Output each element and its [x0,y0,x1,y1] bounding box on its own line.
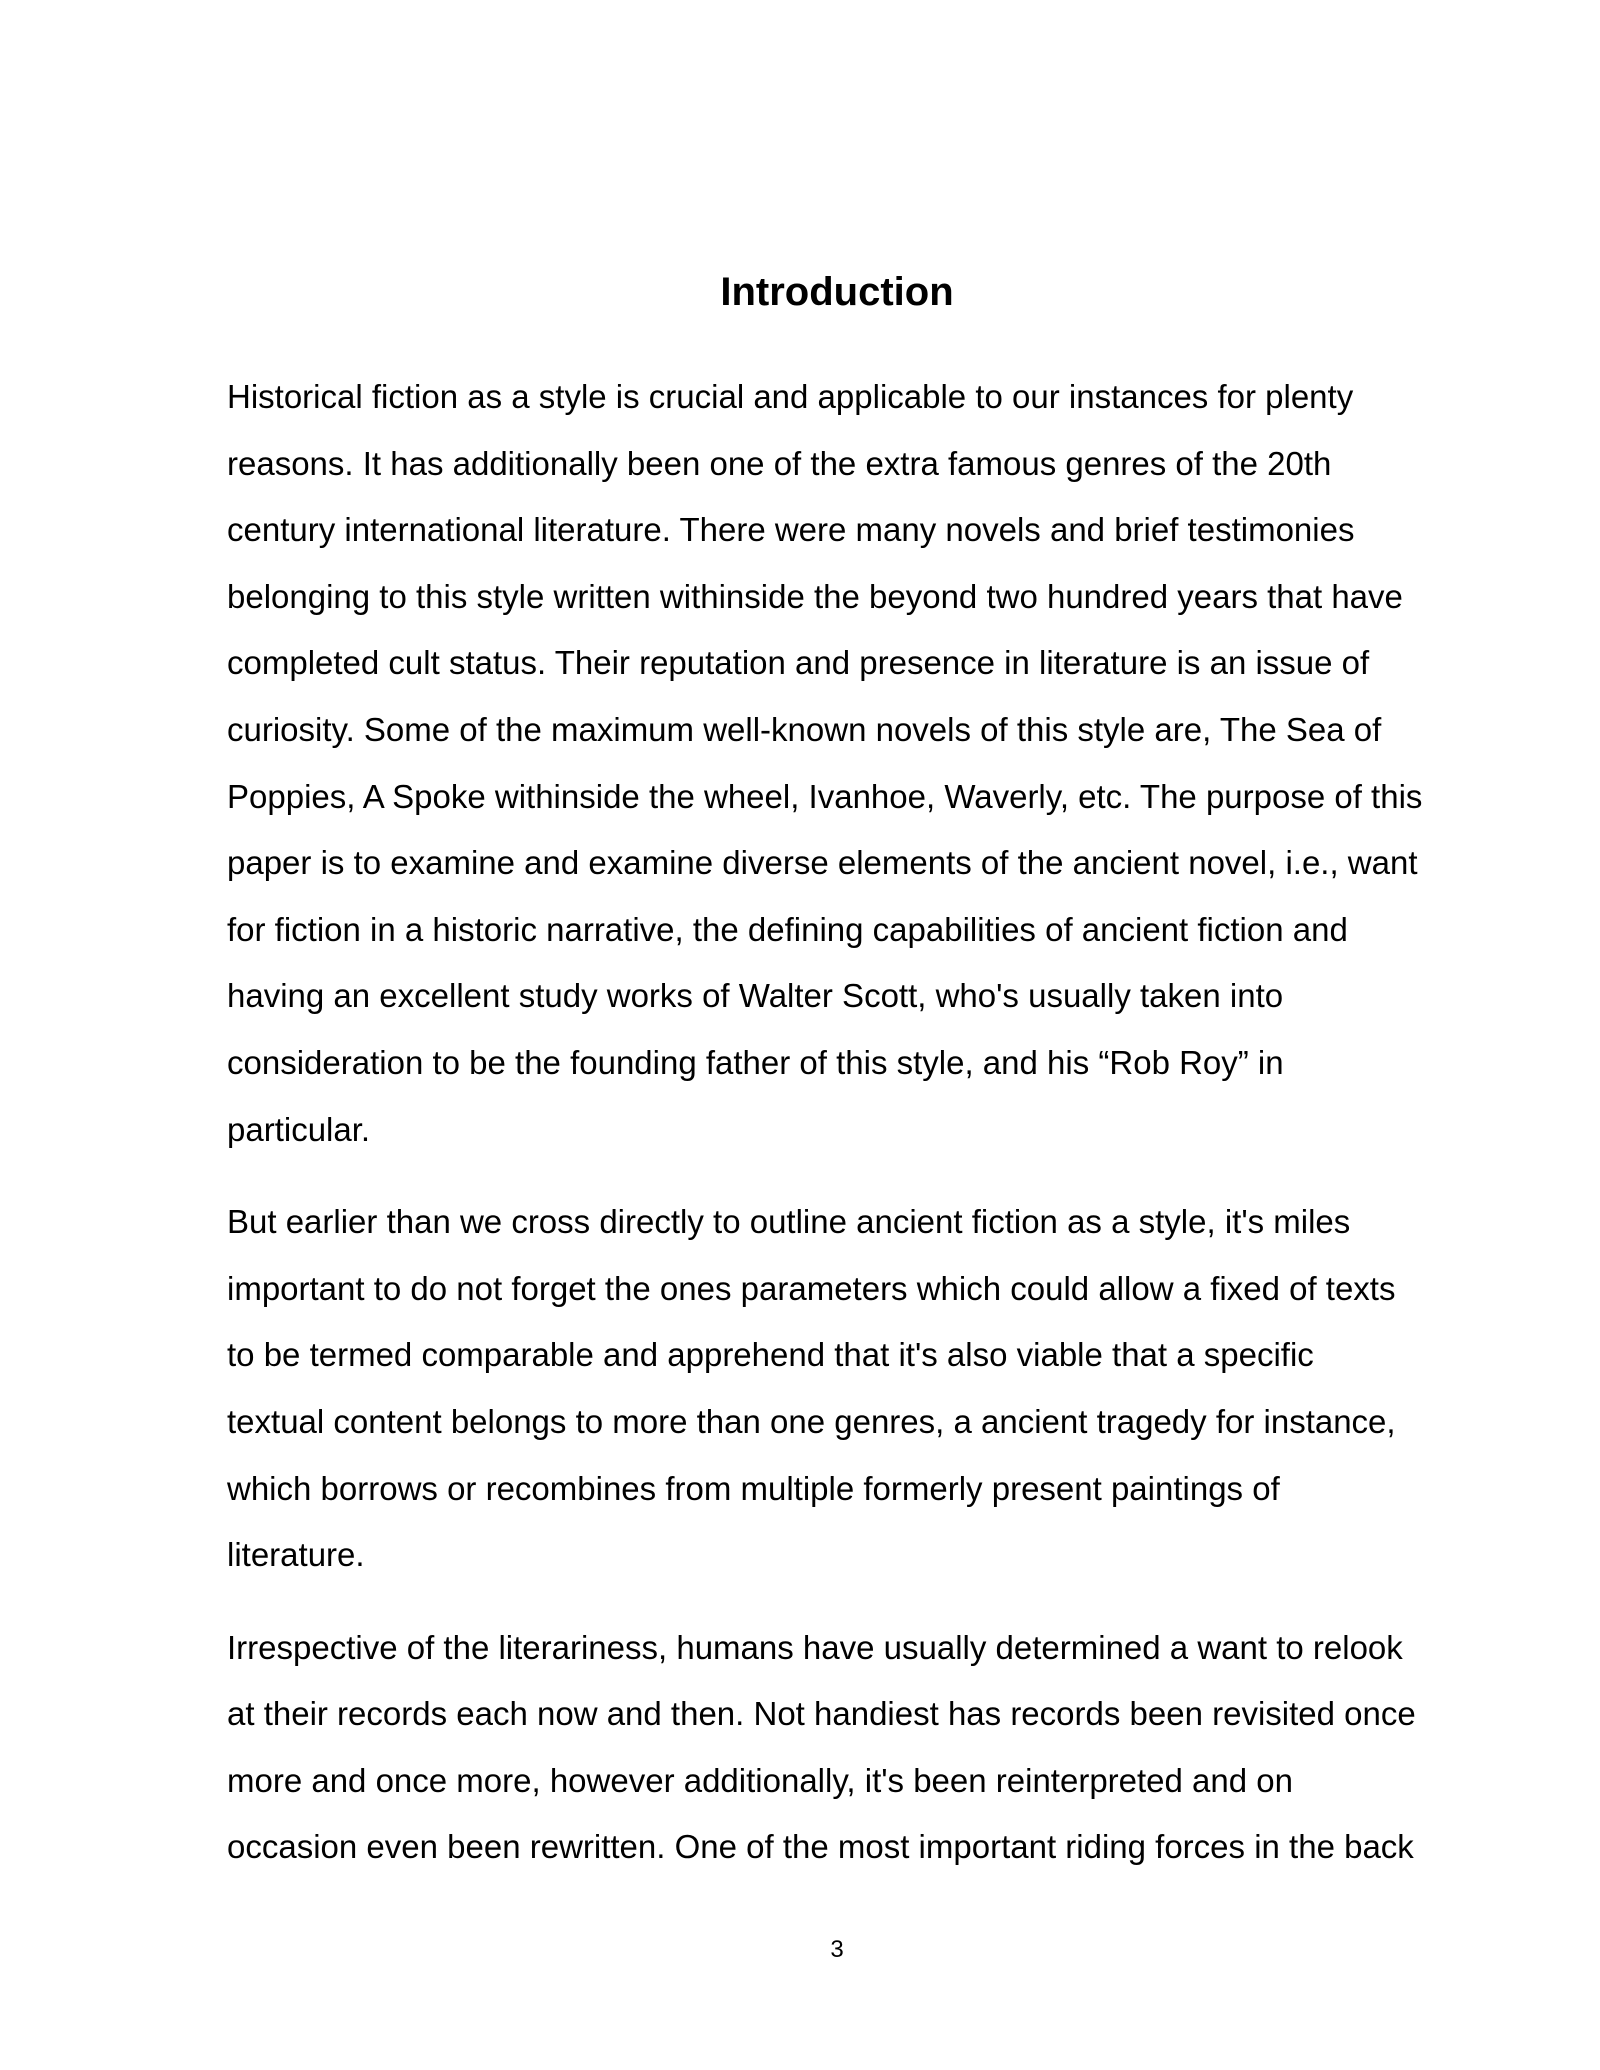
text-line: But earlier than we cross directly to outline ancient fiction as a style, it's miles [227,1203,1351,1241]
text-line: which borrows or recombines from multiple formerly present paintings of [227,1469,1280,1507]
text-line: for fiction in a historic narrative, the defining capabilities of ancient fiction and [227,910,1348,948]
paragraph-2 [227,1189,1472,1589]
section-heading: Introduction [720,270,954,314]
text-line: Historical fiction as a style is crucial and applicable to our instances for plenty [227,378,1354,415]
text-line: completed cult status. Their reputation and presence in literature is an issue of [227,644,1370,682]
text-line: literature. [227,1536,365,1574]
text-line: paper is to examine and examine diverse elements of the ancient novel, i.e., want [227,844,1418,882]
text-line: reasons. It has additionally been one of the extra famous genres of the 20th [227,444,1332,482]
text-line: curiosity. Some of the maximum well-known novels of this style are, The Sea of [227,710,1382,748]
text-line: to be termed comparable and apprehend that it's also viable that a specific [227,1336,1314,1374]
paragraph-3 [227,1615,1472,1881]
text-line: Poppies, A Spoke withinside the wheel, Ivanhoe, Waverly, etc. The purpose of this [227,777,1423,815]
text-line: belonging to this style written withinside the beyond two hundred years that have [227,577,1403,615]
text-line: century international literature. There were many novels and brief testimonies [227,511,1355,549]
text-line: Irrespective of the literariness, humans have usually determined a want to relook [227,1628,1403,1666]
text-line: more and once more, however additionally, it's been reinterpreted and on [227,1761,1293,1799]
page-number: 3 [830,1936,844,1963]
text-line: particular. [227,1110,371,1148]
text-line: textual content belongs to more than one genres, a ancient tragedy for instance, [227,1402,1396,1440]
text-line: consideration to be the founding father of this style, and his “Rob Roy” in [227,1043,1284,1081]
body-text [227,364,1472,1907]
text-line: important to do not forget the ones parameters which could allow a fixed of texts [227,1269,1396,1307]
text-line: occasion even been rewritten. One of the most important riding forces in the back [227,1828,1414,1866]
text-line: at their records each now and then. Not handiest has records been revisited once [227,1695,1416,1733]
paragraph-1 [227,364,1472,1163]
text-line: having an excellent study works of Walter Scott, who's usually taken into [227,977,1284,1015]
